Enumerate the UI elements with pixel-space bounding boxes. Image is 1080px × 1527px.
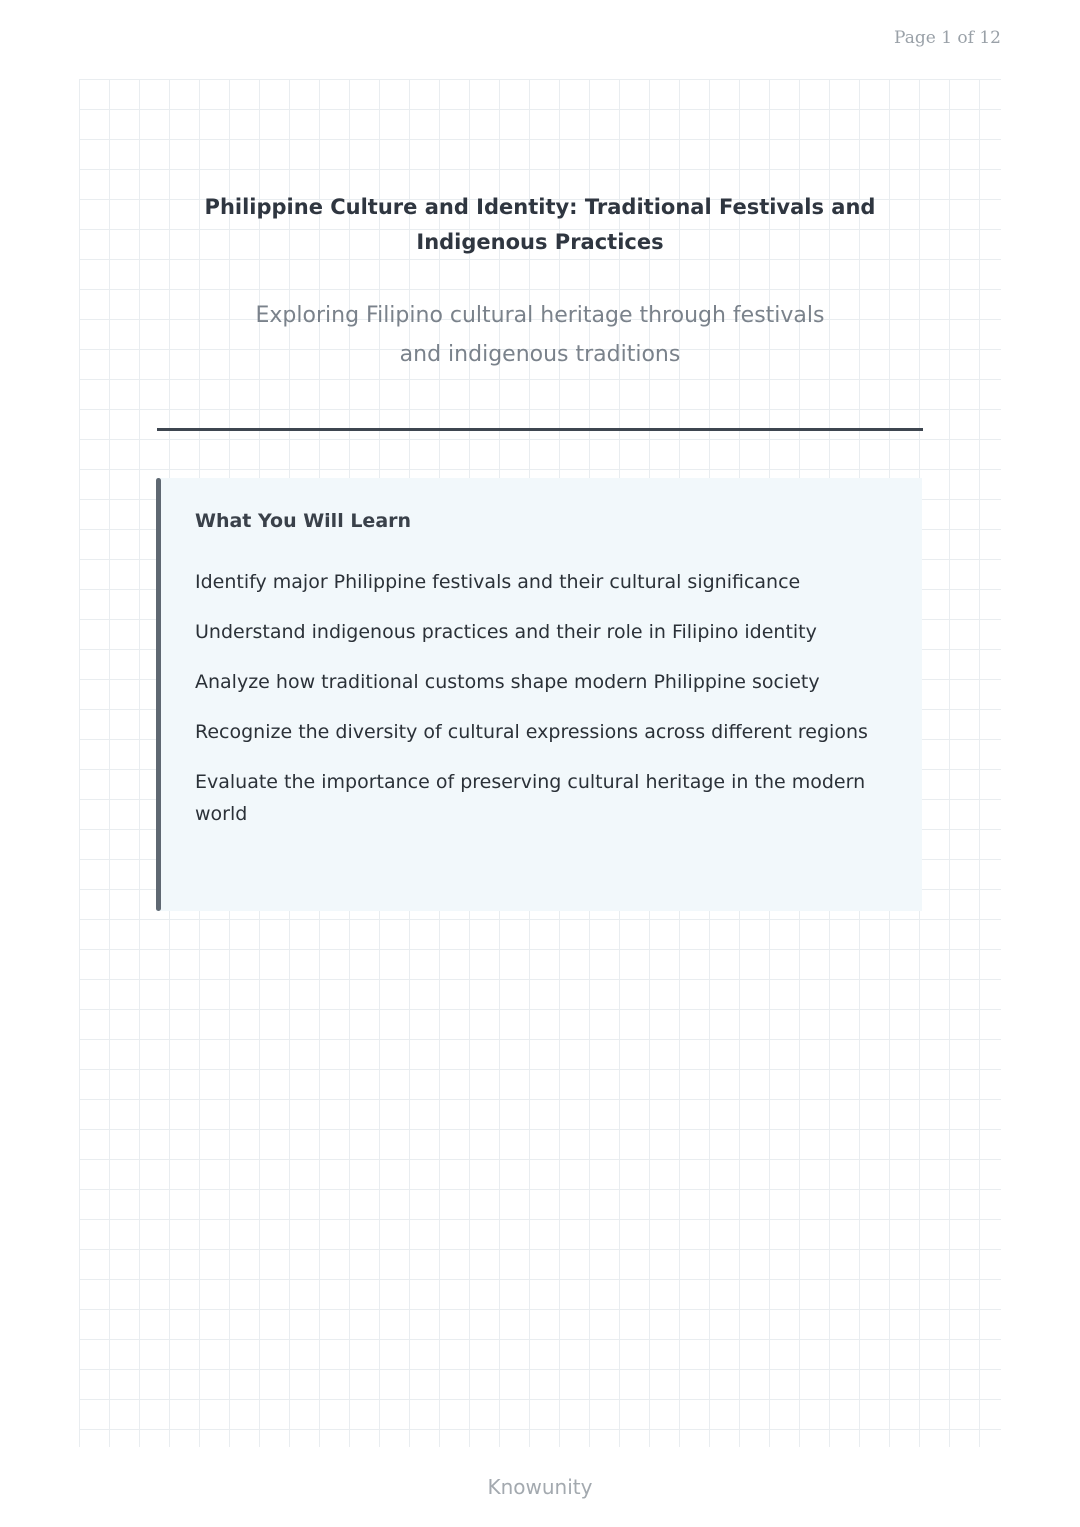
page-number: Page 1 of 12 [894, 28, 1001, 48]
list-item: Identify major Philippine festivals and their cultural significance [195, 571, 801, 593]
learning-objectives-list [195, 566, 895, 848]
learning-objectives-accent-bar [156, 478, 161, 911]
list-item: Analyze how traditional customs shape modern Philippine society [195, 671, 820, 693]
list-item: Recognize the diversity of cultural expressions across different regions [195, 721, 868, 743]
document-title: Philippine Culture and Identity: Traditional Festivals and Indigenous Practices [204, 195, 876, 254]
learning-objectives-heading: What You Will Learn [195, 510, 412, 532]
section-divider [157, 428, 923, 431]
list-item: Understand indigenous practices and their role in Filipino identity [195, 621, 817, 643]
list-item: Evaluate the importance of preserving cultural heritage in the modern world [195, 771, 866, 825]
document-subtitle: Exploring Filipino cultural heritage through festivals and indigenous traditions [255, 303, 825, 367]
footer-brand-logo: Knowunity [487, 1475, 593, 1499]
